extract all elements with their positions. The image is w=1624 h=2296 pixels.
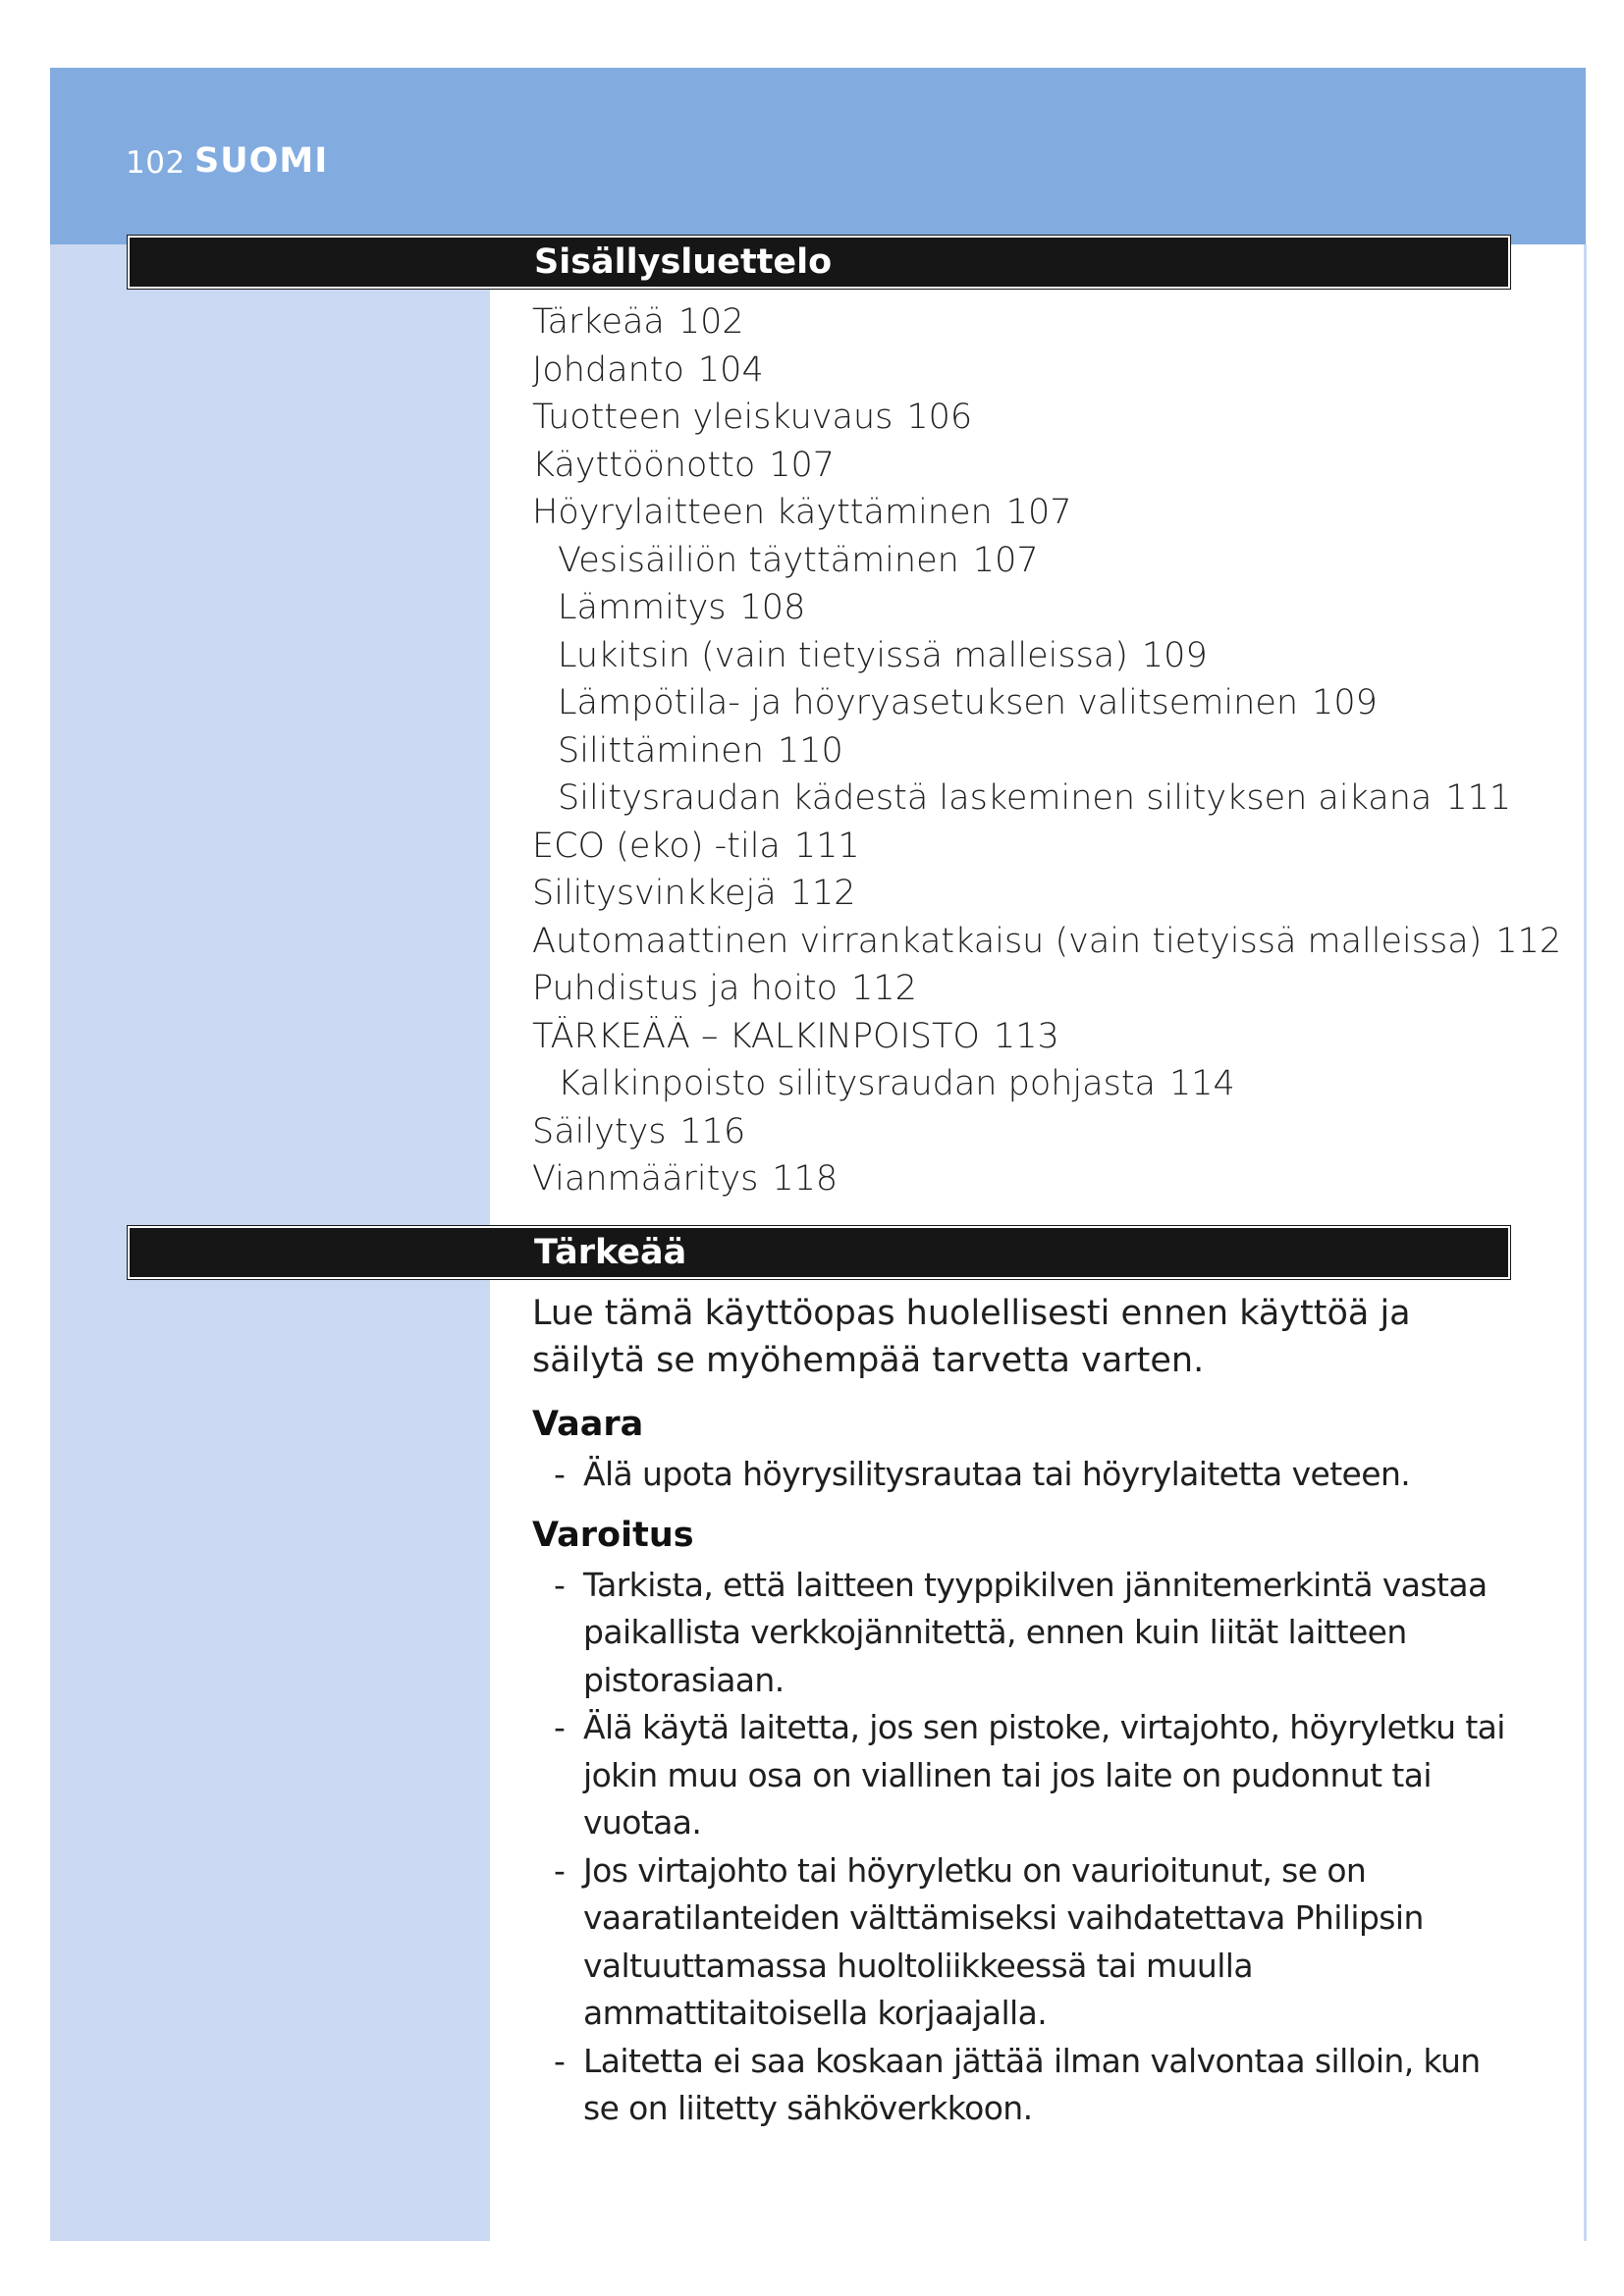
toc-subentry[interactable]: [532, 584, 1514, 632]
toc-entry-page: 112: [1495, 921, 1562, 961]
toc-entry-label: Kalkinpoisto silitysraudan pohjasta: [558, 1064, 1156, 1103]
toc-title: Sisällysluettelo: [534, 242, 833, 282]
danger-item-text: Älä upota höyrysilitysrautaa tai höyrylaitetta veteen.: [583, 1455, 1411, 1493]
dash-bullet: -: [554, 1708, 566, 1746]
intro-paragraph: Lue tämä käyttöopas huolellisesti ennen käyttöä ja säilytä se myöhempää tarvetta varten.: [532, 1294, 1411, 1380]
toc-entry-label: Käyttöönotto: [532, 445, 756, 485]
important-heading-bar: [128, 1226, 1510, 1279]
toc-entry-label: Tärkeää: [532, 302, 665, 342]
toc-entry-label: Vianmääritys: [532, 1159, 759, 1199]
toc-entry[interactable]: [532, 347, 1514, 395]
toc-entry[interactable]: [532, 1013, 1514, 1061]
toc-entry-label: Automaattinen virrankatkaisu (vain tietyissä malleissa): [532, 921, 1483, 961]
warning-item: [554, 1847, 1524, 2038]
danger-list: [532, 1451, 1524, 1499]
toc-entry[interactable]: [532, 298, 1514, 347]
toc-entry-page: 107: [1005, 493, 1072, 532]
toc-entry[interactable]: [532, 394, 1514, 442]
important-title: Tärkeää: [534, 1233, 687, 1272]
warning-list: [532, 1562, 1524, 2133]
toc-entry-label: Puhdistus ja hoito: [532, 969, 839, 1008]
toc-entry-page: 106: [906, 398, 973, 437]
toc-subentry[interactable]: [532, 774, 1514, 823]
toc-entry-page: 116: [679, 1111, 746, 1151]
toc-entry-label: Lämpötila- ja höyryasetuksen valitseminen: [558, 683, 1299, 722]
toc-entry-label: Tuotteen yleiskuvaus: [532, 398, 893, 437]
toc-entry-page: 111: [793, 826, 860, 866]
toc-entry-label: Silitysvinkkejä: [532, 874, 777, 913]
toc-entry-page: 104: [697, 349, 764, 390]
toc-entry[interactable]: [532, 489, 1514, 537]
dash-bullet: -: [554, 1565, 566, 1604]
toc-entry-label: Säilytys: [532, 1111, 667, 1151]
warning-item: [554, 2038, 1524, 2133]
toc-subentry[interactable]: [532, 632, 1514, 680]
toc-entry-label: Höyrylaitteen käyttäminen: [532, 493, 993, 532]
toc-entry-page: 107: [972, 540, 1039, 580]
table-of-contents: [532, 298, 1562, 1203]
important-section: [532, 1290, 1524, 2147]
toc-entry-label: Silittäminen: [558, 730, 764, 771]
toc-subentry[interactable]: [532, 1060, 1514, 1108]
toc-entry-page: 114: [1169, 1064, 1235, 1103]
toc-entry-label: ECO (eko) -tila: [532, 826, 781, 866]
toc-entry-page: 112: [789, 874, 856, 913]
toc-entry-page: 109: [1312, 683, 1378, 722]
warning-item-text: Jos virtajohto tai höyryletku on vaurioitunut, se on vaaratilanteiden välttämiseksi vaihdatettava Philipsin valtuuttamassa huoltoliikkeessä tai muulla ammattitaitoisella korjaajalla.: [583, 1850, 1424, 2032]
toc-entry-page: 102: [677, 302, 744, 342]
toc-subentry[interactable]: [532, 537, 1514, 585]
dash-bullet: -: [554, 1455, 566, 1493]
toc-entry-page: 108: [739, 588, 806, 627]
dash-bullet: -: [554, 2041, 566, 2080]
warning-item: [554, 1562, 1524, 1705]
toc-entry-label: Lukitsin (vain tietyissä malleissa): [558, 635, 1128, 675]
danger-item: [554, 1451, 1524, 1499]
language-label: SUOMI: [194, 141, 329, 181]
toc-entry-label: Vesisäiliön täyttäminen: [558, 540, 959, 580]
toc-entry[interactable]: [532, 823, 1514, 871]
toc-entry-page: 107: [769, 445, 836, 485]
danger-heading: Vaara: [532, 1405, 644, 1444]
toc-entry[interactable]: [532, 1108, 1514, 1156]
warning-item-text: Laitetta ei saa koskaan jättää ilman valvontaa silloin, kun se on liitetty sähköverkkoon.: [583, 2041, 1481, 2127]
warning-item-text: Älä käytä laitetta, jos sen pistoke, virtajohto, höyryletku tai jokin muu osa on viallinen tai jos laite on pudonnut tai vuotaa.: [583, 1708, 1505, 1842]
toc-entry-page: 113: [993, 1016, 1059, 1056]
toc-entry[interactable]: [532, 442, 1514, 490]
toc-entry-label: Johdanto: [532, 349, 684, 390]
right-edge-strip: [1584, 244, 1587, 2241]
toc-subentry[interactable]: [532, 679, 1514, 727]
toc-heading-bar: [128, 236, 1510, 289]
toc-entry-label: TÄRKEÄÄ – KALKINPOISTO: [532, 1016, 980, 1056]
toc-entry-page: 110: [778, 730, 843, 771]
toc-entry-page: 109: [1141, 635, 1208, 675]
toc-entry-label: Lämmitys: [558, 588, 727, 627]
toc-entry[interactable]: [532, 918, 1562, 966]
toc-entry-label: Silitysraudan kädestä laskeminen silityksen aikana: [558, 778, 1433, 818]
warning-item-text: Tarkista, että laitteen tyyppikilven jännitemerkintä vastaa paikallista verkkojännitettä, ennen kuin liität laitteen pistorasiaan.: [583, 1565, 1488, 1699]
toc-entry-page: 111: [1445, 778, 1512, 818]
toc-subentry[interactable]: [532, 727, 1514, 775]
warning-heading: Varoitus: [532, 1515, 694, 1555]
toc-entry-page: 112: [851, 969, 917, 1008]
page-number: 102: [126, 145, 186, 181]
warning-item: [554, 1704, 1524, 1847]
dash-bullet: -: [554, 1850, 566, 1890]
toc-entry[interactable]: [532, 870, 1514, 918]
toc-entry[interactable]: [532, 965, 1514, 1013]
toc-entry[interactable]: [532, 1155, 1514, 1203]
toc-entry-page: 118: [772, 1159, 839, 1199]
